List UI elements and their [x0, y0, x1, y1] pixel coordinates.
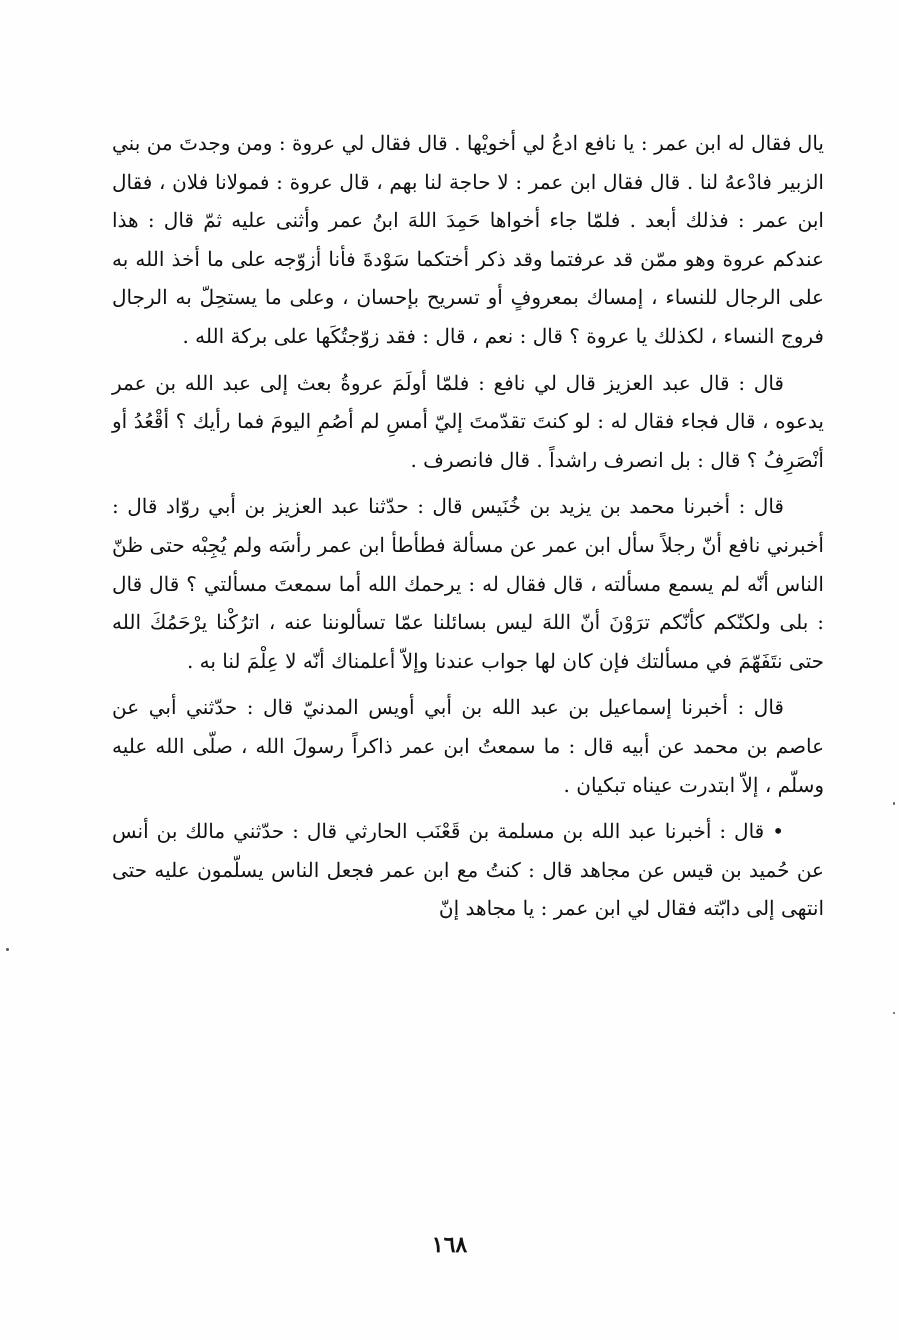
scan-speck — [6, 948, 9, 951]
scan-speck — [893, 1012, 895, 1014]
paragraph-3: قال : أخبرنا محمد بن يزيد بن خُنَيس قال : حدّثنا عبد العزيز بن أبي روّاد قال : أخبرني نافع أنّ رجلاً سأل ابن عمر عن مسألة فطأطأ ابن عمر رأسَه ولم يُجِبْه حتى ظنّ الناس أنّه لم يسمع مسألته ، قال فقال له : يرحمك الله أما سمعتَ مسألتي ؟ قال قال : بلى ولكنّكم كأنّكم ترَوْنَ أنّ اللهَ ليس بسائلنا عمّا تسألوننا عنه ، اترُكْنا يرْحَمُكَ الله حتى نتَفَهّمَ في مسألتك فإن كان لها جواب عندنا وإلاّ أعلمناك أنّه لا عِلْمَ لنا به . — [112, 494, 824, 673]
paragraph-2: قال : قال عبد العزيز قال لي نافع : فلمّا أولَمَ عروةُ بعث إلى عبد الله بن عمر يدعوه ، قال فجاء فقال له : لو كنتَ تقدّمتَ إليّ أمسِ لم أصُمِ اليومَ فما رأيك ؟ أقْعُدُ أو أنْصَرِفُ ؟ قال : بل انصرف راشداً . قال فانصرف . — [112, 370, 824, 472]
page-number: ١٦٨ — [431, 1232, 468, 1258]
paragraph-1: يال فقال له ابن عمر : يا نافع ادعُ لي أخويْها . قال فقال لي عروة : ومن وجدتَ من بني الزبير فادْعهُ لنا . قال فقال ابن عمر : لا حاجة لنا بهم ، قال عروة : فمولانا فلان ، فقال ابن عمر : فذلك أبعد . فلمّا جاء أخواها حَمِدَ اللهَ ابنُ عمر وأثنى عليه ثمّ قال : هذا عندكم عروة وهو ممّن قد عرفتما وقد ذكر أختكما سَوْدةَ فأنا أزوّجه على ما أخذ الله به على الرجال للنساء ، إمساك بمعروفٍ أو تسريح بإحسان ، وعلى ما يستحِلّ به الرجال فروج النساء ، لكذلك يا عروة ؟ قال : نعم ، قال : فقد زوّجتُكَها على بركة الله . — [112, 131, 824, 348]
paragraph-4: قال : أخبرنا إسماعيل بن عبد الله بن أبي أويس المدنيّ قال : حدّثني أبي عن عاصم بن محمد عن أبيه قال : ما سمعتُ ابن عمر ذاكراً رسولَ الله ، صلّى الله عليه وسلّم ، إلاّ ابتدرت عيناه تبكيان . — [112, 695, 824, 797]
scan-speck — [893, 802, 895, 805]
paragraph-5: • قال : أخبرنا عبد الله بن مسلمة بن قَعْنَب الحارثي قال : حدّثني مالك بن أنس عن حُميد بن قيس عن مجاهد قال : كنتُ مع ابن عمر فجعل الناس يسلّمون عليه حتى انتهى إلى دابّته فقال لي ابن عمر : يا مجاهد إنّ — [112, 819, 824, 921]
page-body-text — [112, 124, 824, 936]
